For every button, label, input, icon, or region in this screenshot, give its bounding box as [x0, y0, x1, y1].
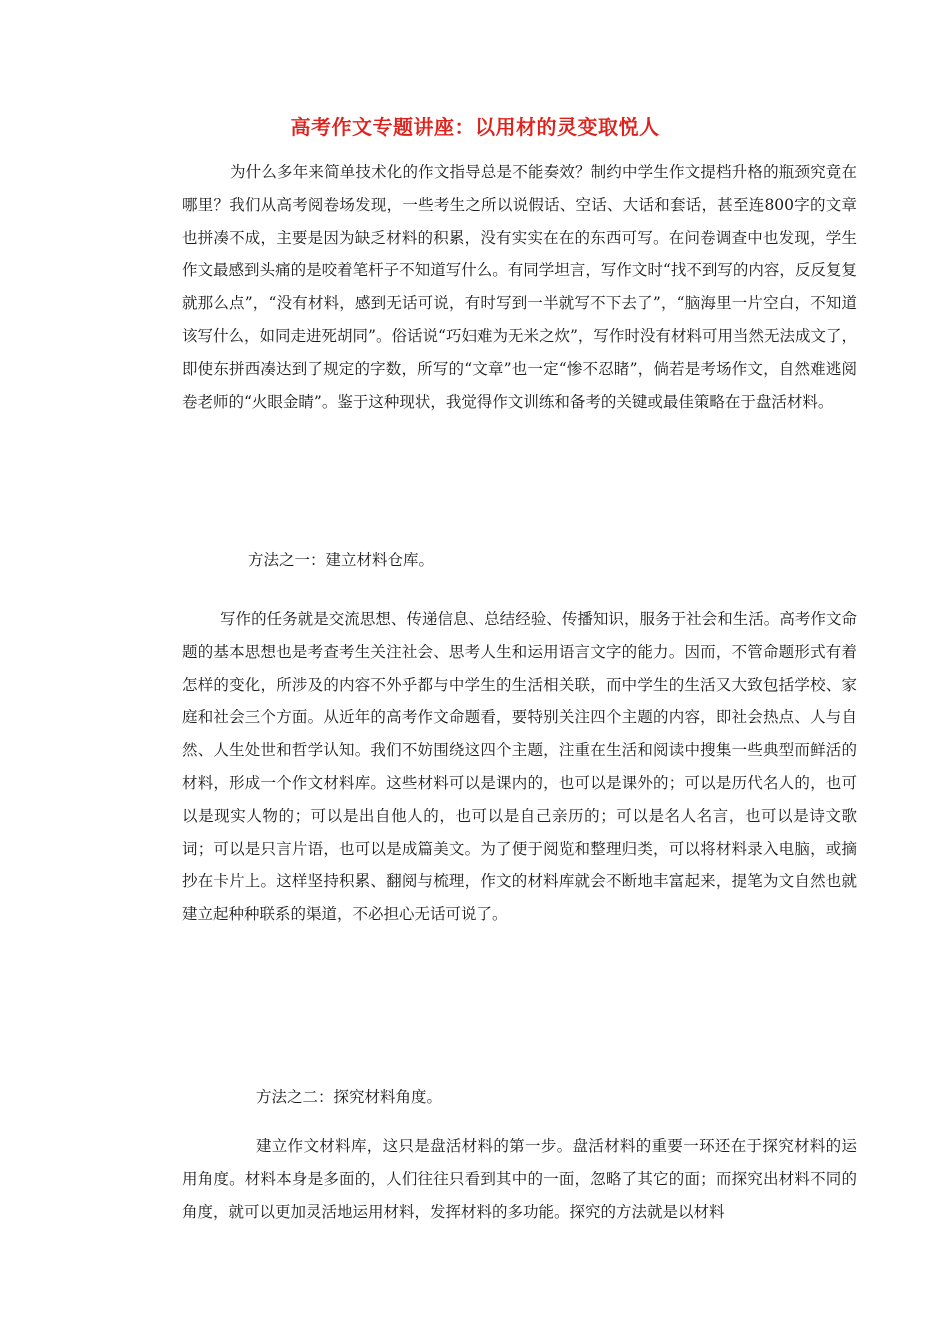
section-heading-method-1: 方法之一：建立材料仓库。 [248, 551, 435, 569]
page-title: 高考作文专题讲座：以用材的灵变取悦人 [290, 115, 660, 140]
paragraph-method-1: 写作的任务就是交流思想、传递信息、总结经验、传播知识，服务于社会和生活。高考作文命题的基本思想也是考查考生关注社会、思考人生和运用语言文字的能力。因而，不管命题形式有着怎样的变化，所涉及的内容不外乎都与中学生的生活相关联，而中学生的生活又大致包括学校、家庭和社会三个方面。从近年的高考作文命题看，要特别关注四个主题的内容，即社会热点、人与自然、人生处世和哲学认知。我们不妨围绕这四个主题，注重在生活和阅读中搜集一些典型而鲜活的材料，形成一个作文材料库。这些材料可以是课内的，也可以是课外的；可以是历代名人的，也可以是现实人物的；可以是出自他人的，也可以是自己亲历的；可以是名人名言，也可以是诗文歌词；可以是只言片语，也可以是成篇美文。为了便于阅览和整理归类，可以将材料录入电脑，或摘抄在卡片上。这样坚持积累、翻阅与梳理，作文的材料库就会不断地丰富起来，提笔为文自然也就建立起种种联系的渠道，不必担心无话可说了。 [182, 610, 857, 924]
paragraph-method-2: 建立作文材料库，这只是盘活材料的第一步。盘活材料的重要一环还在于探究材料的运用角度。材料本身是多面的，人们往往只看到其中的一面，忽略了其它的面；而探究出材料不同的角度，就可以更加灵活地运用材料，发挥材料的多功能。探究的方法就是以材料 [182, 1137, 857, 1221]
paragraph-intro: 为什么多年来简单技术化的作文指导总是不能奏效？制约中学生作文提档升格的瓶颈究竟在哪里？我们从高考阅卷场发现，一些考生之所以说假话、空话、大话和套话，甚至连800字的文章也拼凑不成，主要是因为缺乏材料的积累，没有实实在在的东西可写。在问卷调查中也发现，学生作文最感到头痛的是咬着笔杆子不知道写什么。有同学坦言，写作文时“找不到写的内容，反反复复就那么点”，“没有材料，感到无话可说，有时写到一半就写不下去了”，“脑海里一片空白，不知道该写什么，如同走进死胡同”。俗话说“巧妇难为无米之炊”，写作时没有材料可用当然无法成文了，即使东拼西凑达到了规定的字数，所写的“文章”也一定“惨不忍睹”，倘若是考场作文，自然难逃阅卷老师的“火眼金睛”。鉴于这种现状，我觉得作文训练和备考的关键或最佳策略在于盘活材料。 [182, 163, 857, 411]
section-heading-method-2: 方法之二：探究材料角度。 [256, 1088, 443, 1106]
